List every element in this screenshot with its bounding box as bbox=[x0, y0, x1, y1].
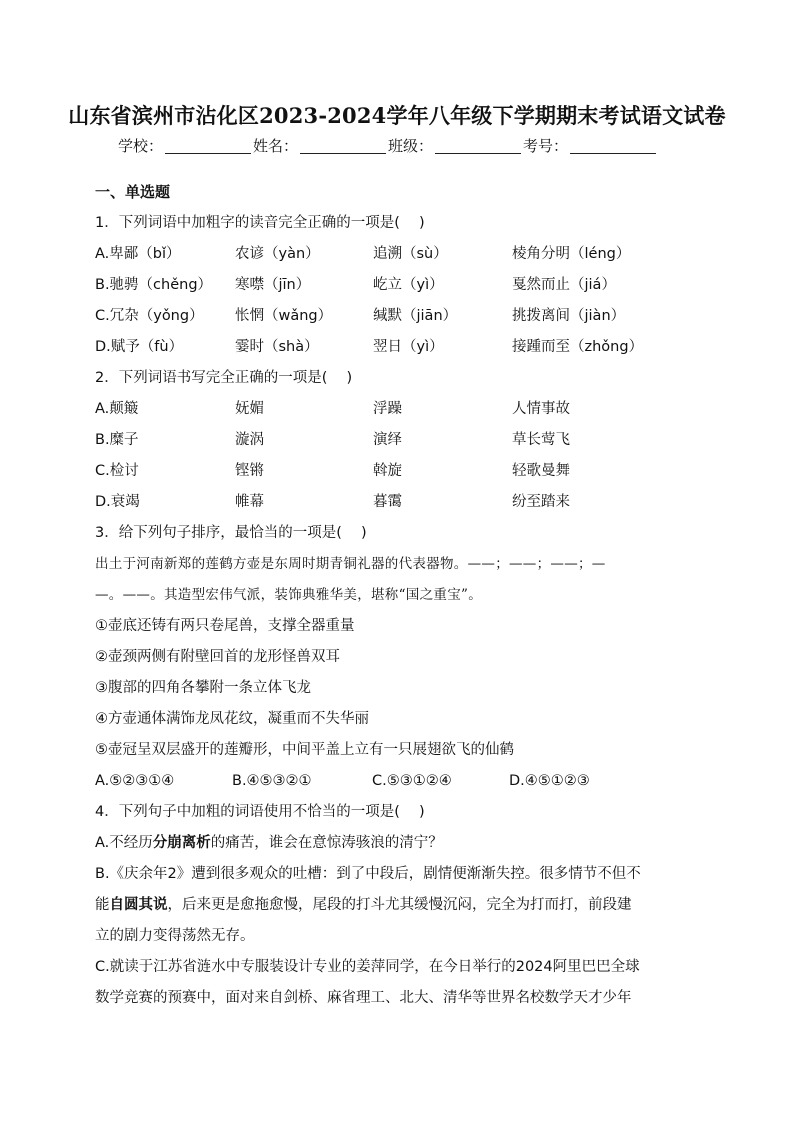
q1-cell: 农谚（yàn） bbox=[235, 246, 320, 262]
q4-stem: 4．下列句子中加粗的词语使用不恰当的一项是( ) bbox=[95, 804, 425, 820]
q3-sentence: ②壶颈两侧有附壁回首的龙形怪兽双耳 bbox=[95, 649, 340, 665]
q1-cell: 挑拨离间（jiàn） bbox=[512, 308, 626, 324]
q3-options bbox=[95, 766, 705, 797]
q3-passage-line: —。——。其造型宏伟气派，装饰典雅华美，堪称“国之重宝”。 bbox=[95, 587, 483, 603]
q2-cell: 暮霭 bbox=[373, 494, 402, 510]
q4-option-a bbox=[95, 828, 705, 859]
q1-cell: 接踵而至（zhǒng） bbox=[512, 339, 644, 355]
q4-a-text: 的痛苦，谁会在意惊涛骇浪的清宁？ bbox=[210, 835, 443, 851]
q4-c-line: C.就读于江苏省涟水中专服装设计专业的姜萍同学，在今日举行的2024阿里巴巴全球 bbox=[95, 959, 640, 975]
q1-option-row bbox=[95, 239, 705, 270]
q4-b-line: 立的剧力变得荡然无存。 bbox=[95, 928, 255, 944]
q2-cell: A.颠簸 bbox=[95, 401, 139, 417]
student-info-line bbox=[118, 135, 658, 156]
q4-b-line bbox=[95, 890, 705, 921]
q1-stem: 1．下列词语中加粗字的读音完全正确的一项是( ) bbox=[95, 215, 425, 231]
q4-b-text: ，后来更是愈拖愈慢，尾段的打斗尤其缓慢沉闷，完全为打而打，前段建 bbox=[167, 897, 632, 913]
school-label: 学校： bbox=[118, 137, 164, 155]
section-title: 一、单选题 bbox=[95, 183, 171, 201]
q2-cell: 草长莺飞 bbox=[512, 432, 570, 448]
number-label: 考号： bbox=[523, 137, 569, 155]
q2-cell: D.衰竭 bbox=[95, 494, 140, 510]
q4-option-c bbox=[95, 952, 705, 1014]
q2-cell: 纷至踏来 bbox=[512, 494, 570, 510]
q4-b-text: 能 bbox=[95, 897, 110, 913]
name-label: 姓名： bbox=[253, 137, 299, 155]
q2-option-row bbox=[95, 425, 705, 456]
q3-sentence: ⑤壶冠呈双层盛开的莲瓣形，中间平盖上立有一只展翅欲飞的仙鹤 bbox=[95, 742, 514, 758]
q3-option-d: D.④⑤①②③ bbox=[509, 773, 590, 789]
q1-cell: 戛然而止（jiá） bbox=[512, 277, 616, 293]
q1-cell: 寒噤（jīn） bbox=[235, 277, 311, 293]
q2-cell: 轻歌曼舞 bbox=[512, 463, 570, 479]
number-blank[interactable] bbox=[570, 139, 656, 154]
q1-cell: 霎时（shà） bbox=[235, 339, 319, 355]
q4-option-b bbox=[95, 859, 705, 952]
q3-stem: 3．给下列句子排序，最恰当的一项是( ) bbox=[95, 525, 367, 541]
q1-cell: 棱角分明（léng） bbox=[512, 246, 631, 262]
q2-stem: 2．下列词语书写完全正确的一项是( ) bbox=[95, 370, 353, 386]
class-blank[interactable] bbox=[435, 139, 521, 154]
q3-option-c: C.⑤③①②④ bbox=[372, 773, 452, 789]
questions bbox=[95, 208, 705, 1014]
q2-cell: 演绎 bbox=[373, 432, 402, 448]
q4-a-text: A.不经历 bbox=[95, 835, 153, 851]
q1-cell: 屹立（yì） bbox=[373, 277, 444, 293]
q3-option-b: B.④⑤③②① bbox=[232, 773, 312, 789]
q1-cell: 翌日（yì） bbox=[373, 339, 444, 355]
class-label: 班级： bbox=[388, 137, 434, 155]
q3-sentence: ①壶底还铸有两只卷尾兽，支撑全器重量 bbox=[95, 618, 355, 634]
q2-cell: 漩涡 bbox=[235, 432, 264, 448]
q4-c-line: 数学竞赛的预赛中，面对来自剑桥、麻省理工、北大、清华等世界名校数学天才少年 bbox=[95, 990, 632, 1006]
q3-option-a: A.⑤②③①④ bbox=[95, 773, 175, 789]
name-blank[interactable] bbox=[300, 139, 386, 154]
q2-cell: 人情事故 bbox=[512, 401, 570, 417]
q4-a-bold-word: 分崩离析 bbox=[152, 835, 211, 851]
q1-option-row bbox=[95, 332, 705, 363]
q1-cell: 缄默（jiān） bbox=[373, 308, 458, 324]
q2-option-row bbox=[95, 456, 705, 487]
q4-b-line: B.《庆余年2》遭到很多观众的吐槽：到了中段后，剧情便渐渐失控。很多情节不但不 bbox=[95, 866, 641, 882]
q1-cell: 怅惘（wǎng） bbox=[235, 308, 333, 324]
q2-cell: 帷幕 bbox=[235, 494, 264, 510]
q2-cell: 妩媚 bbox=[235, 401, 264, 417]
q1-cell: D.赋予（fù） bbox=[95, 339, 184, 355]
q1-cell: A.卑鄙（bǐ） bbox=[95, 246, 181, 262]
q1-cell: 追溯（sù） bbox=[373, 246, 448, 262]
q2-option-row bbox=[95, 394, 705, 425]
q3-sentence: ③腹部的四角各攀附一条立体飞龙 bbox=[95, 680, 311, 696]
q4-b-bold-word: 自圆其说 bbox=[109, 897, 168, 913]
q2-cell: 浮躁 bbox=[373, 401, 402, 417]
q2-cell: B.糜子 bbox=[95, 432, 139, 448]
q2-option-row bbox=[95, 487, 705, 518]
q3-passage-line: 出土于河南新郑的莲鹤方壶是东周时期青铜礼器的代表器物。——；——；——；— bbox=[95, 556, 606, 572]
q2-cell: 铿锵 bbox=[235, 463, 264, 479]
q2-cell: 斡旋 bbox=[373, 463, 402, 479]
q1-cell: C.冗杂（yǒng） bbox=[95, 308, 204, 324]
q1-option-row bbox=[95, 270, 705, 301]
school-blank[interactable] bbox=[165, 139, 251, 154]
q3-sentence: ④方壶通体满饰龙凤花纹，凝重而不失华丽 bbox=[95, 711, 369, 727]
exam-title: 山东省滨州市沾化区2023-2024学年八年级下学期期末考试语文试卷 bbox=[68, 103, 726, 128]
q2-cell: C.检讨 bbox=[95, 463, 139, 479]
q1-cell: B.驰骋（chěng） bbox=[95, 277, 213, 293]
q1-option-row bbox=[95, 301, 705, 332]
